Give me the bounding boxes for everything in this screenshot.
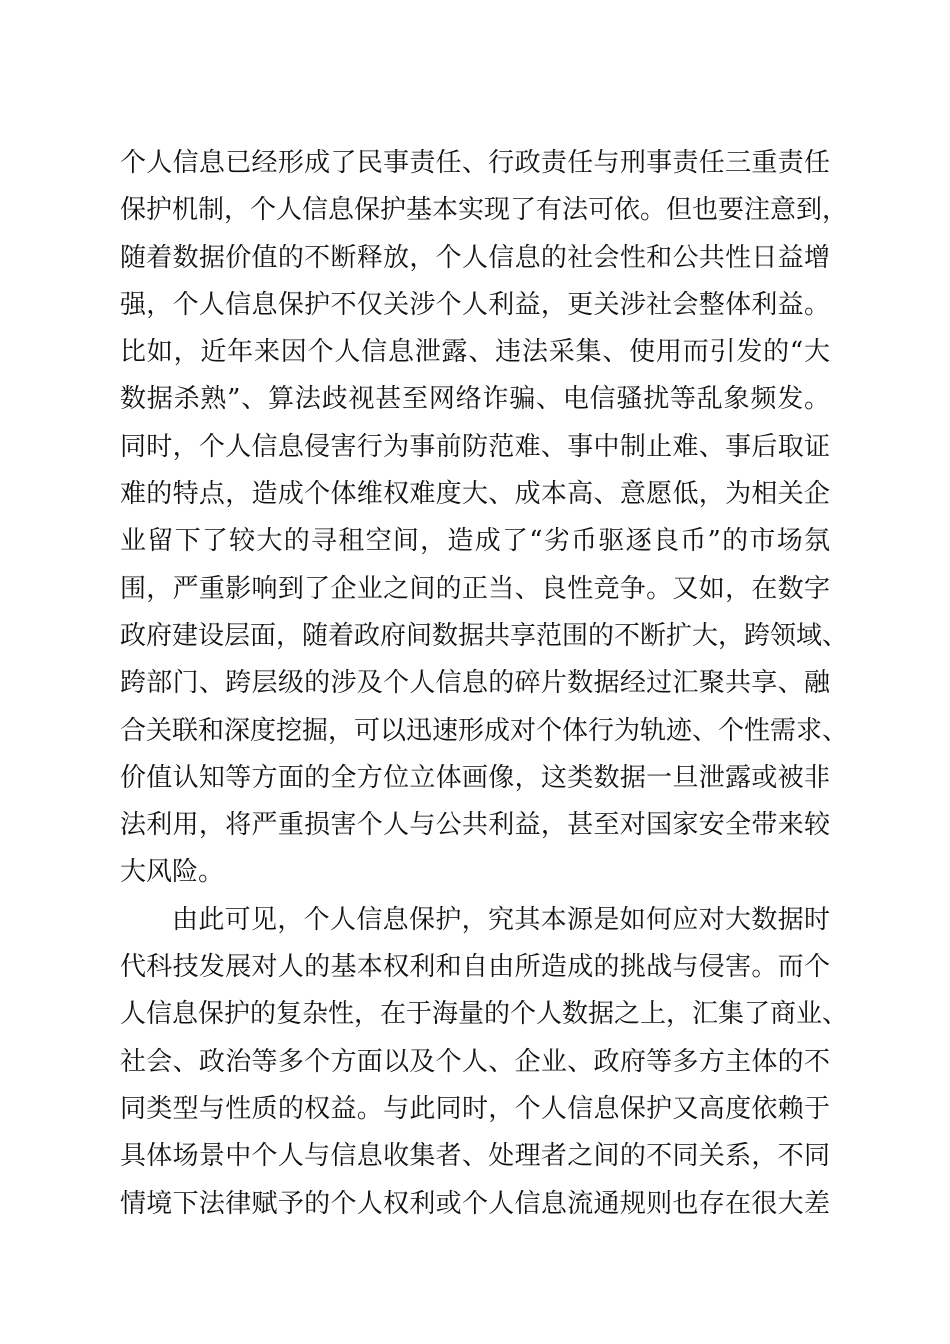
text-line: 具体场景中个人与信息收集者、处理者之间的不同关系，不同 (120, 1141, 830, 1172)
text-line: 比如，近年来因个人信息泄露、违法采集、使用而引发的“大 (120, 337, 830, 368)
text-line: 社会、政治等多个方面以及个人、企业、政府等多方主体的不 (120, 1046, 830, 1077)
text-line: 情境下法律赋予的个人权利或个人信息流通规则也存在很大差 (120, 1188, 830, 1219)
text-line: 保护机制，个人信息保护基本实现了有法可依。但也要注意到， (120, 195, 849, 226)
text-line: 强，个人信息保护不仅关涉个人利益，更关涉社会整体利益。 (120, 289, 830, 320)
text-line: 随着数据价值的不断释放，个人信息的社会性和公共性日益增 (120, 242, 830, 273)
text-line: 业留下了较大的寻租空间，造成了“劣币驱逐良币”的市场氛 (120, 526, 830, 557)
text-line: 合关联和深度挖掘，可以迅速形成对个体行为轨迹、个性需求、 (120, 715, 849, 746)
text-line: 由此可见，个人信息保护，究其本源是如何应对大数据时 (172, 904, 830, 935)
text-line: 大风险。 (120, 857, 225, 888)
text-line: 政府建设层面，随着政府间数据共享范围的不断扩大，跨领域、 (120, 620, 849, 651)
text-line: 围，严重影响到了企业之间的正当、良性竞争。又如，在数字 (120, 573, 830, 604)
text-line: 代科技发展对人的基本权利和自由所造成的挑战与侵害。而个 (120, 952, 830, 983)
text-line: 个人信息已经形成了民事责任、行政责任与刑事责任三重责任 (120, 148, 830, 178)
text-line: 法利用，将严重损害个人与公共利益，甚至对国家安全带来较 (120, 810, 830, 841)
text-line: 难的特点，造成个体维权难度大、成本高、意愿低，为相关企 (120, 479, 830, 510)
text-line: 同类型与性质的权益。与此同时，个人信息保护又高度依赖于 (120, 1093, 830, 1124)
text-line: 价值认知等方面的全方位立体画像，这类数据一旦泄露或被非 (120, 762, 830, 793)
text-line: 人信息保护的复杂性，在于海量的个人数据之上，汇集了商业、 (120, 999, 849, 1030)
text-line: 跨部门、跨层级的涉及个人信息的碎片数据经过汇聚共享、融 (120, 668, 830, 699)
body-text (120, 140, 849, 1228)
text-line: 同时，个人信息侵害行为事前防范难、事中制止难、事后取证 (120, 431, 830, 462)
text-line: 数据杀熟”、算法歧视甚至网络诈骗、电信骚扰等乱象频发。 (120, 384, 830, 415)
